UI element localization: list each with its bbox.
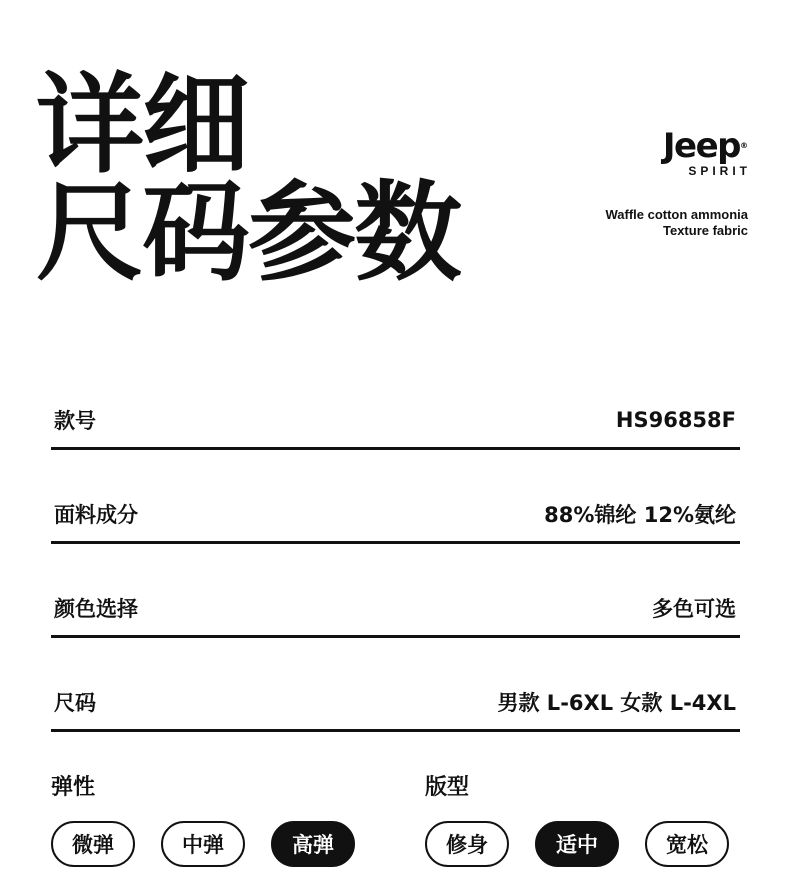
spec-label: 尺码 — [54, 691, 96, 715]
fit-option-pill[interactable]: 修身 — [425, 821, 509, 867]
spec-row-size — [51, 675, 740, 732]
spec-table — [51, 393, 740, 769]
spec-label: 面料成分 — [54, 503, 138, 527]
spec-label: 颜色选择 — [54, 597, 138, 621]
spec-value: 88%锦纶 12%氨纶 — [544, 503, 736, 527]
spec-value: 多色可选 — [652, 597, 736, 621]
spec-label: 款号 — [54, 409, 96, 433]
tagline-line-1: Waffle cotton ammonia — [605, 207, 748, 222]
elasticity-option-pill[interactable]: 微弹 — [51, 821, 135, 867]
elasticity-options — [51, 821, 355, 867]
elasticity-group — [51, 770, 355, 867]
brand-sub-text: SPIRIT — [688, 164, 751, 178]
tagline-line-2: Texture fabric — [662, 223, 748, 238]
brand-logo — [662, 126, 751, 178]
fit-option-pill[interactable]: 宽松 — [645, 821, 729, 867]
spec-value: HS96858F — [615, 408, 736, 432]
elasticity-option-pill[interactable]: 高弹 — [271, 821, 355, 867]
page-title — [36, 63, 461, 296]
elasticity-title: 弹性 — [51, 775, 96, 800]
registered-mark: ® — [740, 141, 748, 150]
spec-row-style-number — [51, 393, 740, 450]
brand-logo-text: Jeep — [662, 126, 740, 166]
spec-row-color — [51, 581, 740, 638]
elasticity-option-pill[interactable]: 中弹 — [161, 821, 245, 867]
title-line-1: 详细 — [36, 63, 249, 188]
spec-value: 男款 L-6XL 女款 L-4XL — [497, 691, 736, 715]
spec-row-fabric — [51, 487, 740, 544]
title-line-2: 尺码参数 — [36, 171, 461, 296]
fit-title: 版型 — [425, 775, 470, 800]
tagline — [605, 207, 748, 239]
fit-options — [425, 821, 729, 867]
fit-group — [425, 770, 729, 867]
fit-option-pill[interactable]: 适中 — [535, 821, 619, 867]
